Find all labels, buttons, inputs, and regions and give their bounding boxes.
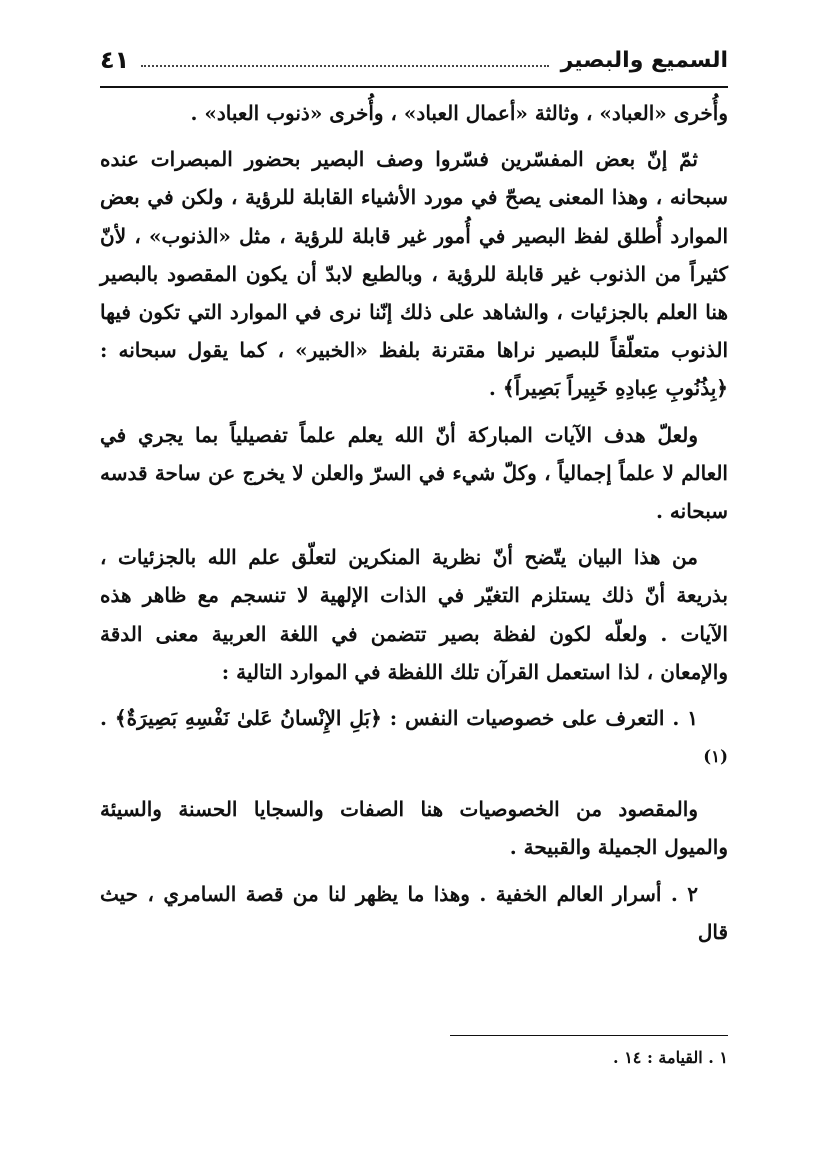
quran-verse: ﴿بِذُنُوبِ عِبادِهِ خَبِيراً بَصِيراً﴾ <box>502 376 728 401</box>
footnote-rule <box>450 1035 728 1036</box>
main-text <box>100 94 728 959</box>
page-header <box>100 40 728 80</box>
footnote-marker: (١) <box>703 746 728 767</box>
list-item <box>100 699 728 782</box>
paragraph: وأُخرى «العباد» ، وثالثة «أعمال العباد» ، وأُخرى «ذنوب العباد» . <box>190 101 728 125</box>
verse-end: . <box>100 706 115 731</box>
paragraph <box>100 140 728 407</box>
page-number: ٤١ <box>100 46 130 74</box>
paragraph: والمقصود من الخصوصيات هنا الصفات والسجايا الحسنة والسيئة والميول الجميلة والقبيحة . <box>100 797 728 860</box>
footnote: ١ . القيامة : ١٤ . <box>613 1048 728 1067</box>
header-dotted-leader <box>141 65 548 67</box>
verse-end: . <box>488 376 503 401</box>
list-item-text: ١ . التعرف على خصوصيات النفس : <box>389 706 699 731</box>
paragraph-text: ثمّ إنّ بعض المفسّرين فسّروا وصف البصير بحضور المبصرات عنده سبحانه ، وهذا المعنى يصحّ في مورد الأشياء القابلة للرؤية ، ولكن في بعض الموارد أُطلق لفظ البصير في أُمور غير قابلة للرؤية ، مثل «الذنوب» ، لأنّ كثيراً من الذنوب غير قابلة للرؤية ، وبالطبع لابدّ أن يكون المقصود بالبصير هنا العلم بالجزئيات ، والشاهد على ذلك إنّنا نرى في الموارد التي تكون فيها الذنوب متعلّقاً للبصير نراها مقترنة بلفظ «الخبير» ، كما يقول سبحانه : <box>100 147 728 363</box>
header-rule <box>100 86 728 88</box>
paragraph: من هذا البيان يتّضح أنّ نظرية المنكرين لتعلّق علم الله بالجزئيات ، بذريعة أنّ ذلك يستلزم التغيّر في الذات الإلهية لا تنسجم مع ظاهر هذه الآيات . ولعلّه لكون لفظة بصير تتضمن في اللغة العربية معنى الدقة والإمعان ، لذا استعمل القرآن تلك اللفظة في الموارد التالية : <box>100 545 728 684</box>
quran-verse: ﴿بَلِ الإِنْسانُ عَلىٰ نَفْسِهِ بَصِيرَةٌ﴾ <box>114 706 382 731</box>
list-item: ٢ . أسرار العالم الخفية . وهذا ما يظهر لنا من قصة السامري ، حيث قال <box>100 881 728 944</box>
running-title: السميع والبصير <box>560 47 728 73</box>
paragraph: ولعلّ هدف الآيات المباركة أنّ الله يعلم علماً تفصيلياً بما يجري في العالم لا علماً إجمالياً ، وكلّ شيء في السرّ والعلن لا يخرج عن ساحة قدسه سبحانه . <box>100 422 728 524</box>
